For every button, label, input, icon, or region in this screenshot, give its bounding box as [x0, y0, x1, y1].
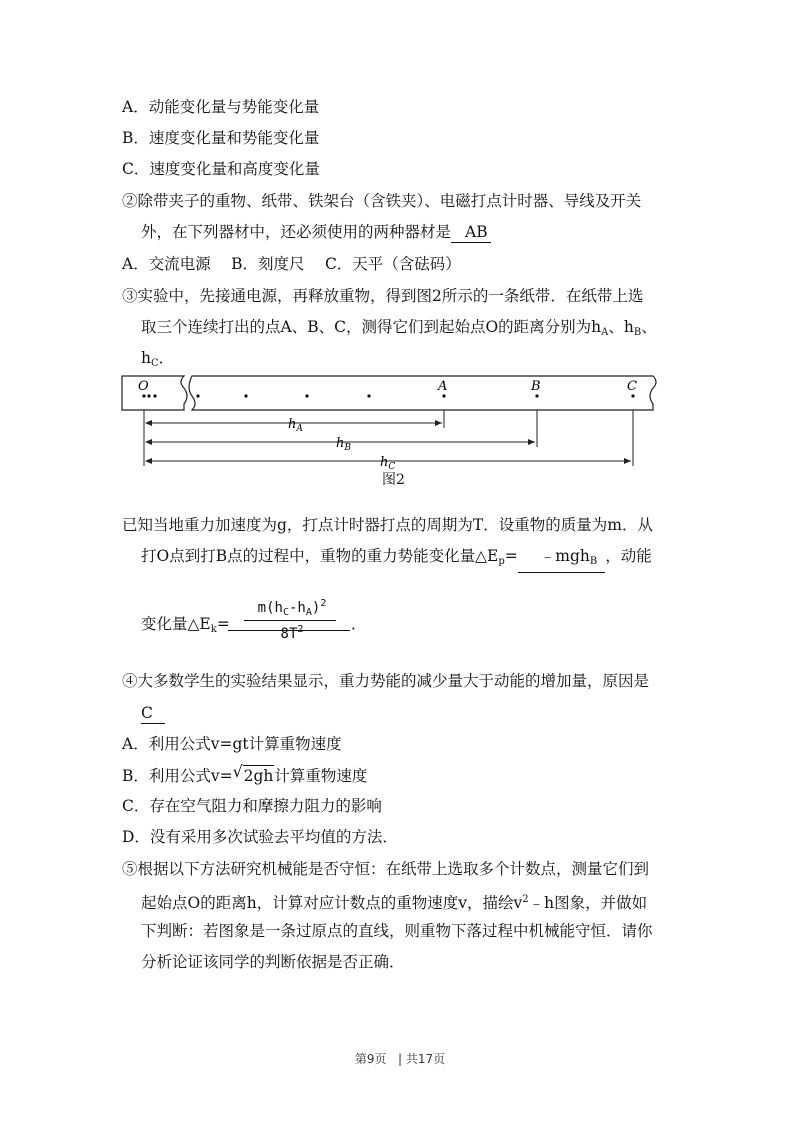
dot-2	[153, 394, 156, 397]
q4-answer: C	[141, 703, 165, 724]
sub-b: B	[633, 327, 642, 338]
v-squared-exp: 2	[522, 894, 529, 905]
frac-numerator	[242, 598, 342, 618]
q4-option-b-text: B．利用公式v=	[122, 767, 233, 785]
option-a: A．动能变化量与势能变化量	[122, 98, 320, 116]
figure-caption: 图2	[382, 472, 405, 488]
num-part2: -h	[288, 600, 306, 616]
q3b-line2	[141, 546, 652, 573]
dot-c	[631, 394, 634, 397]
q5-line2-suffix: ﹣h图象，并做如	[528, 894, 648, 912]
sub-k: k	[210, 624, 217, 635]
option-b: B．速度变化量和势能变化量	[122, 129, 320, 147]
footer-sep: |	[397, 1052, 403, 1066]
q2-line1: ②除带夹子的重物、纸带、铁架台（含铁夹）、电磁打点计时器、导线及开关	[122, 192, 642, 210]
dot-3	[196, 394, 199, 397]
dot-b	[535, 394, 538, 397]
fraction-bar	[244, 620, 336, 621]
period: ．	[158, 349, 175, 367]
q2-answer: AB	[451, 222, 491, 243]
sub-p: p	[498, 556, 505, 567]
q5-line2-text: 起始点O的距离h，计算对应计数点的重物速度v，描绘v	[141, 894, 523, 912]
footer-page: 第9页	[354, 1052, 387, 1066]
q4-option-c: C．存在空气阻力和摩擦力阻力的影响	[122, 797, 382, 815]
paper-tape-figure	[118, 372, 666, 474]
num-sub2: A	[305, 607, 312, 618]
den-text: 8T	[280, 626, 298, 642]
num-part3: )	[311, 600, 321, 616]
q5-line1: ⑤根据以下方法研究机械能是否守恒：在纸带上选取多个计数点，测量它们到	[122, 860, 650, 878]
h-c: h	[141, 349, 151, 367]
q3-line2-text: 取三个连续打出的点A、B、C，测得它们到起始点O的距离分别为h	[141, 318, 602, 336]
sub-c: C	[150, 358, 159, 369]
q5-line4: 分析论证该同学的判断依据是否正确．	[141, 953, 405, 971]
label-o: O	[138, 379, 149, 394]
q4-option-b-suffix: 计算重物速度	[274, 767, 368, 785]
num-part1: m(h	[257, 600, 283, 616]
label-b: B	[531, 379, 541, 394]
option-c: C．速度变化量和高度变化量	[122, 160, 320, 178]
eq-k: =	[216, 615, 230, 633]
q4-option-a: A．利用公式v=gt计算重物速度	[122, 735, 342, 753]
sep2: 、	[641, 318, 657, 336]
answer-ep-sub: B	[589, 556, 598, 567]
q4-option-b	[122, 765, 367, 786]
label-hc: $h_C$	[380, 455, 396, 472]
q2-line2	[141, 222, 491, 243]
q3b-line3-text: 变化量△E	[141, 615, 211, 633]
q4-line1: ④大多数学生的实验结果显示，重力势能的减少量大于动能的增加量，原因是	[122, 672, 650, 690]
q5-line2	[141, 890, 647, 913]
num-exp: 2	[320, 598, 327, 609]
dot-1	[147, 394, 150, 397]
answer-ep-text: ﹣mgh	[539, 547, 590, 565]
dot-4	[244, 394, 247, 397]
q3-line3	[141, 348, 174, 374]
q3b-line2-text: 打O点到打B点的过程中，重物的重力势能变化量△E	[141, 547, 499, 565]
q3b-line3	[141, 614, 230, 640]
label-a: A	[438, 379, 448, 394]
dot-a	[442, 394, 445, 397]
tape-left-segment	[122, 376, 187, 410]
q3-line2	[141, 317, 657, 343]
sub-a: A	[601, 327, 609, 338]
den-exp: 2	[297, 624, 304, 635]
q3b-line2-suffix: ，动能	[605, 547, 652, 565]
dot-6	[367, 394, 370, 397]
q5-line3: 下判断：若图象是一条过原点的直线，则重物下落过程中机械能守恒．请你	[141, 922, 653, 940]
page-footer	[0, 1050, 800, 1067]
answer-ep	[518, 546, 605, 573]
dot-5	[305, 394, 308, 397]
frac-denominator	[242, 624, 342, 642]
label-c: C	[627, 379, 637, 394]
q4-option-d: D．没有采用多次试验去平均值的方法．	[122, 828, 398, 846]
eq-p: =	[504, 547, 518, 565]
label-hb: $h_B$	[336, 436, 351, 453]
num-sub1: C	[282, 607, 289, 618]
dot-o	[142, 394, 145, 397]
q4-answer-line	[141, 703, 165, 724]
q3b-line3-end: ．	[351, 615, 367, 633]
sep1: 、	[608, 318, 624, 336]
sqrt-2gh: √ 2gh	[243, 765, 275, 786]
h-b: h	[623, 318, 634, 336]
q3b-line1: 已知当地重力加速度为g，打点计时器打点的周期为T．设重物的质量为m．从	[122, 516, 653, 534]
q2-options: A．交流电源 B．刻度尺 C．天平（含砝码）	[122, 255, 461, 273]
footer-total: 共17页	[405, 1052, 446, 1066]
q3-line1: ③实验中，先接通电源，再释放重物，得到图2所示的一条纸带．在纸带上选	[122, 287, 644, 305]
q2-line2-text: 外，在下列器材中，还必须使用的两种器材是	[141, 223, 452, 241]
tape-right-segment	[189, 376, 656, 410]
label-ha: $h_A$	[288, 417, 303, 434]
